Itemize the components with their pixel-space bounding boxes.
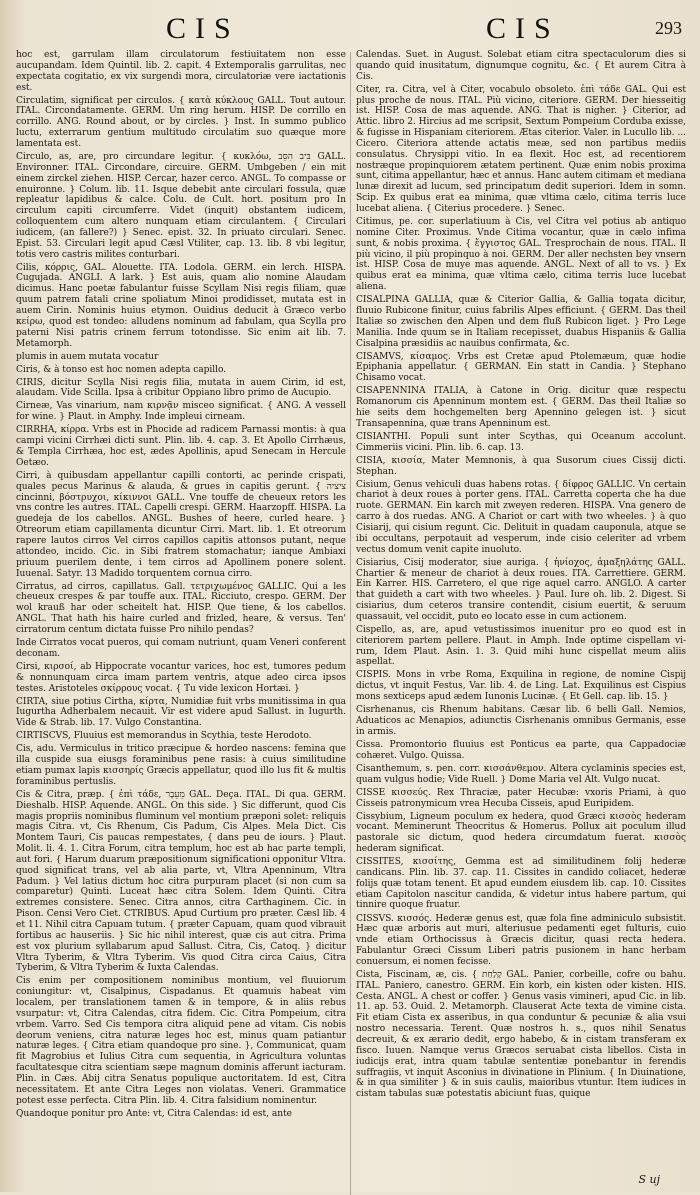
page-header xyxy=(16,10,686,50)
dictionary-entry: CISSVS. κισσός. Hederæ genus est, quæ fola fine adminiculo subsistit. Hæc quæ arboris aut muri, alteriusue pedamenti eget fulturis, cuio vnde etiam Orthocissus à Græcis dicitur, quasi recta hedera. Fabulantur Græci Cissum Liberi patris pusionem in hanc herbam conuersum, ei nomen fecisse. xyxy=(356,913,686,967)
dictionary-entry: Cisanthemum, s. pen. corr. κισσάνθεμον. Altera cyclaminis species est, quam vulgus hodie; Vide Ruell. } Dome Maria vel Alt. Vulgo nucat. xyxy=(356,763,686,785)
dictionary-entry: Citer, ra. Citra, vel à Citer, vocabulo obsoleto. ἐπὶ τάδε GAL. Qui est plus proche de nous. ITAL. Più vicino, citeriore. GERM. Der hiesseitig ist. HISP. Cosa de mas aquende. ANG. That is nigher. } Citerior, ad Attic. libro 2. Hircius ad me scripsit, Sextum Pompeium Corduba exisse, & fugisse in Hispaniam citeriorem. Ætas citerior. Valer. in Lucullo lib. ... Cicero. Citeriora attende actatis meæ, sed non partibus mediis consulatus. Chrysippi vitio. In ea flexit. Hoc est, ad recentiorem nostræque propinquiorem ætatem pertinent. Quæ enim nobis proxima sunt, citima appellantur, hæc et annus. Hanc autem citimam et mediana lunæ direxit ad lucum, sed principatum dedit superiori. Idem in somn. Scip. Ex quibus erat ea minima, quæ vltima cælo, citima terris luce lucebat aliena. { Citerius procedere. } Senec. xyxy=(356,84,686,214)
dictionary-entry: Citimus, pe. cor. superlatiuum à Cis, vel Citra vel potius ab antiquo nomine Citer. Proximus. Vnde Citima vocantur, quæ in cælo infima sunt, & nobis proxima. { ἔγγιστος GAL. Tresprochain de nous. ITAL. Il più vicino, il più propinquo à noi. GERM. Der aller nechsten bey vnsern ist. HISP. Cosa de muye mas aquende. ANGL. Next of all to vs. } Ex quibus erat ea minima, quæ vltima cælo, citima terris luce lucebat aliena. xyxy=(356,217,686,293)
dictionary-entry: Cisrhenanus, cis Rhenum habitans. Cæsar lib. 6 belli Gall. Nemios, Aduaticos ac Menapios, adiunctis Cisrhenanis omnibus Germanis, esse in armis. xyxy=(356,705,686,737)
dictionary-entry: Calendas. Suet. in August. Solebat etiam citra spectaculorum dies si quando quid inusitatum, dignumque cognitu, &c. { Et aurem Citra à Cis. xyxy=(356,50,686,82)
dictionary-entry: CIRTISCVS, Fluuius est memorandus in Scythia, teste Herodoto. xyxy=(16,731,312,742)
dictionary-entry: Cirsi, κιρσοί, ab Hippocrate vocantur varices, hoc est, tumores pedum & nonnunquam circa imam partem ventris, atque adeo circa ipsos testes. Aristoteles σκίρρους vocat. { Tu vide lexicon Hortæi. } xyxy=(16,661,346,694)
dictionary-entry: CIRIS, dicitur Scylla Nisi regis filia, mutata in auem Cirim, id est, alaudam. Vide Scilla. Ipsa à cribitur Oppiano libro primo de Aucupio. xyxy=(16,377,346,399)
dictionary-entry: Cirri, à quibusdam appellantur capilli contorti, ac perinde crispati, quales pecus Marinus & alauda, & grues in capitis gerunt. { ציציה cincinni, βόστρυχοι, κίκιννοι GALL. Vne touffe de cheueux retors les vns contre les autres. ITAL. Capelli crespi. GERM. Haarzopff. HISPA. La guedeja de los cabellos. ANGL. Bushes of heere, curled heare. } Otreorum etiam capillamenta dicuntur Cirri. Mart. lib. 1. Et otreorum rapere lautos cirros Vel cirros capillos capitis attonsos putant, neque attondeo, incido. Cic. in Sibi fratrem stomachatur; ianque Ambiaxi priuum puerilem dente, i tem cirros ad Apollinem ponere solent. Iuuenal. Satyr. 13 Madido torquentem cornua cirro. xyxy=(16,470,346,579)
dictionary-entry: plumis in auem mutata vocatur xyxy=(16,351,159,362)
dictionary-entry: CISSITES, κισσίτης, Gemma est ad similitudinem folij hederæ candicans. Plin. lib. 37. cap. 11. Cissites in candido coliacet, hederæ folijs quæ totam tenent. Et apud eundem eiusdem lib. cap. 10. Cissites etiam Capitolon nascitur candida, & videtur intus habere partum, qui tinnire quoque fruatur. xyxy=(356,857,686,911)
dictionary-entry: Cirneæ, Vas vinarium, nam κιρνᾷν misceo significat. { ANG. A vessell for wine. } Plaut. in Amphy. Inde impleui cirneam. xyxy=(16,401,346,423)
dictionary-entry: Quandoque ponitur pro Ante: vt, Citra Calendas: id est, ante xyxy=(16,1108,292,1119)
dictionary-entry: Cis & Citra, præp. { ἐπὶ τάδε, מֵעֵבֶר GAL. Deça. ITAL. Di qua. GERM. Dieshalb. HISP. Aquende. ANGL. On this side. } Sic differunt, quod Cis magis propriis nominibus fluminum vel montium præponi solet: reliquis magis Citra. vt, Cis Rhenum, Cis Padum, Cis Alpes. Mela Dict. Cis Montem Tauri, Cis paucas rempestates, { dans peu de iours. } Plaut. Molit. li. 4. 1. Citra Forum, citra templum, hoc est ab hac parte templi, aut fori. { Harum duarum præpositionum significationi opponitur Vltra. quod significat trans, vel ab alia parte, vt, Vltra Apenninum, Vltra Padum. } Vel latius dictum hoc citra purpuram placet (si non cum sa comparetur) Quinti. Luceat hæc citra Solem. Idem Quinti. Citra extremes consistere. Senec. Citra annos, citra Carthaginem. Cic. in Pison. Censi Vero Ciet. CTRIBUS. Apud Curtium pro præter. Cæsl lib. 4 et 11. Nihil citra Capuam tutum. { præter Capuam, quam quod vibrauit fortibus ac hauseriis. } Sic hic nihil interest, quæ cis aut citra. Prima est vox plurium syllabarum apud Sallust. Citra, Cis, Catoq. } dicitur Vltra Tyberim, & Vltra Tyberim. Vis quod Citra circa Caius, Citra Tyberim, & Vltra Tyberim & Iuxta Calendas. xyxy=(16,789,346,974)
dictionary-entry: Cisiarius, Cisij moderator, siue auriga. { ἡνίοχος, ἁμαξηλάτης GALL. Chartier & meneur de chariot à deux roues. ITA. Carrettiere. GERM. Ein Karrer. HIS. Carretero, el que rige aquel carro. ANGLO. A carter that guideth a cart with two wheeles. } Paul. Iure oh. lib. 2. Digest. Si cisiarius, dum ceteros transire contendit, cisium euertit, & seruum quassauit, vel occidit, puto eo locato esse in cum actionem. xyxy=(356,557,686,622)
dictionary-entry: Cirratus, ad cirros, capillatus. Gall. τετριχωμένος GALLIC. Qui a les cheueux crespes & par touffe aux. ITAL. Ricciuto, crespo. GERM. Der wol krauß har oder scheitelt hat. HISP. Que tiene, & los cabellos. ANGL. That hath his haire curled and frizled, heare, & versus. Ten' cirratorum centum dictata fuisse Pro nihilo pendas? xyxy=(16,581,346,635)
dictionary-entry: Cisium, Genus vehiculi duas habens rotas. { δίφρος GALLIC. Vn certain chariot à deux roues à porter gens. ITAL. Carretta coperta che ha due ruote. GERMAN. Ein karch mit zweyen rederen. HISPA. Vna genero de carro à dos ruedas. ANG. A Chariot or cart with two wheeles. } à quo Cisiarij, qui cisium regunt. Cic. Delituit in quadam cauponula, atque se ibi occultans, perpotauit ad vesperum, inde cisio celeriter ad vrbem vectus domum venit capite inuoluto. xyxy=(356,479,686,555)
dictionary-entry: Cis, adu. Vermiculus in tritico præcipue & hordeo nascens: femina que illa cuspide sua eiusgs foraminibus pene rasis: à cuius similitudine etiam pumax lapis κισσηρίς Græcis appellatur, quod illo lus fit & multis foraminibus pertuslis. xyxy=(16,744,346,787)
dictionary-entry: Inde Cirratos vocat pueros, qui comam nutriunt, quam Veneri conferent deconam. xyxy=(16,637,346,659)
dictionary-entry: Cispello, as, are, apud vetustissimos inuenitur pro eo quod est in citeriorem partem pellere. Plaut. in Amph. Inde optime cispellam vi-rum, Idem Plaut. Asin. 1. 3. Quid mihi hunc cispellat meum aliis aspellat. xyxy=(356,624,686,668)
dictionary-entry: CIRRHA, κίρρα. Vrbs est in Phocide ad radicem Parnassi montis: à qua campi vicini Cirrhæi dicti sunt. Plin. lib. 4. cap. 3. Et Apollo Cirrhæus, & Templa Cirrhæa, hoc est, ædes Apollinis, apud Senecam in Hercule Oetæo. xyxy=(16,425,346,468)
dictionary-entry: Ciris, & à tonso est hoc nomen adepta capillo. xyxy=(16,364,227,375)
left-column xyxy=(16,50,349,1195)
text-columns xyxy=(16,50,686,1195)
dictionary-entry: Circulatim, significat per circulos. { κατὰ κύκλους GALL. Tout autour. ITAL. Circondatamente. GERM. Um ring herum. HISP. De corrillo en corrillo. ANG. Round about, or by circles. } Inst. In summo publico luctu, exterrarum gentium multitudo circulatim suo quæque more lamentata est. xyxy=(16,95,346,149)
running-head-right: CIS xyxy=(486,12,560,45)
dictionary-entry: hoc est, garrulam illam circulatorum festiuitatem non esse aucupandam. Idem Quintil. lib. 2. capit. 4 Extemporalis garrulitas, nec expectata cogitatio, ex vix surgendi mora, circulatoriæ vere iactationis est. xyxy=(16,50,346,93)
dictionary-entry: CISALPINA GALLIA, quæ & Citerior Gallia, & Gallia togata dicitur, fluuio Rubicone finitur, cuius fabrilis Alpes efficiunt. { GERM. Das theil Italiæ so zwischen den Alpen und dem fluß Rubicon liget. } Pro Lege Manilia. Inde quum se in Italiam recepisset, duabus Hispaniis & Gallia Cisalpina præsidiis ac nauibus confirmata, &c. xyxy=(356,295,686,349)
page-number: 293 xyxy=(655,18,682,38)
signature-mark: S uj xyxy=(638,1173,660,1186)
dictionary-entry: Circulo, as, are, pro circundare legitur. { κυκλόω, בִּיב הִסֵּב GALL. Environner. ITAL. Circondare, circuire. GERM. Umbgeben / ein mit einem zirckel ziehen. HISP. Cercar, hazer cerco. ANGL. To compasse or enuironne. } Colum. lib. 11. Isque debebit ante circulari fossula, quæ repleatur lapidibus & calce. Colu. de Cult. hort. positum pro In circulum capiti circumferre. Videt (inquit) obstantem iudicem, colloquentem cum altero nunquam etiam circulantem. { Circulari iudicem, (an fallere?) } Senec. epist. 32. In priuato circulari. Senec. Epist. 53. Circulari legit apud Cæsl Vtiliter, cap. 13. lib. 8 vbi legitur, totis vero castris milites conturbari. xyxy=(16,151,346,260)
dictionary-entry: CISIA, κισσία, Mater Memnonis, à qua Susorum ciues Cissij dicti. Stephan. xyxy=(356,455,686,477)
column-divider xyxy=(350,52,351,1195)
dictionary-entry: CISIANTHI. Populi sunt inter Scythas, qui Oceanum accolunt. Cimmeriis vicini. Plin. lib. 6. cap. 13. xyxy=(356,431,686,453)
dictionary-entry: Cis enim per compositionem nominibus montium, vel fluuiorum coniungitur: vt, Cisalpinus, Cispadanus. Et quamuis habeat vim localem, per translationem tamen & in tempore, & in aliis rebus vsurpatur: vt, Citra Calendas, citra fidem. Cic. Citra Pompeium, citra vrbem. Varro. Sed Cis tempora citra aliquid pene ad vitam. Cis nobis deorum veniens, citra naturæ leges hoc est, minus quam patiantur naturæ leges. { Citra etiam quandoque pro sine. }, Communicat, quam fit Magrobius et Iulius Citra cum sequentia, in Agricultura voluntas facultatesque citra scientiam sæpe magnum dominis afferunt iacturam. Plin. in Cæs. Abij citra Senatus populique auctoritatem. Id est, Citra necessitatem. Et ante Citra Leges non violatas. Veneri. Grammatice potest esse perfecta. Citra Plin. lib. 4. Citra falsidium nominentur. xyxy=(16,976,346,1106)
dictionary-entry: Cissybium, Ligneum poculum ex hedera, quod Græci κισσὸς hederam vocant. Meminerunt Theocritus & Homerus. Pollux ait poculum illud pastorale sic dictum, quod hedera circumdatum fuerat. κισσὸς hederam significat. xyxy=(356,811,686,855)
dictionary-entry: Cilis, κόρρις, GAL. Alouette. ITA. Lodola. GERM. ein lerch. HISPA. Cugujada. ANGLI. A lark. } Est auis, quam alio nomine Alaudam dicimus. Hanc poetæ fabulantur fuisse Scyllam Nisi regis filiam, quæ quum patrem fatali crine spoliatum Minoi prodidisset, mutata est in auem Cirin. Nominis huius etymon. Ouidius deducit à Græco verbo κείρω, quod est tondeo: alludens nominum ad fabulam, qua Scylla pro paterni Nisi patris crinem ferrum totondisse. Sic enim ait lib. 7. Metamorph. xyxy=(16,262,346,349)
dictionary-entry: CIRTA, siue potius Cirtha, κίρτα, Numidiæ fuit vrbs munitissima in qua Iugurtha Adherbalem necauit. Vir est videre apud Sallust. in Iugurth. Vide & Strab. lib. 17. Vulgo Constantina. xyxy=(16,696,346,729)
dictionary-entry: Cissa. Promontorio fluuius est Ponticus ea parte, qua Cappadociæ cohæret. Vulgo. Quissa. xyxy=(356,739,686,761)
dictionary-entry: CISAMVS, κίσαμος. Vrbs est Cretæ apud Ptolemæum, quæ hodie Epiphania appellatur. { GERMAN. Ein statt in Candia. } Stephano Chisamo vocat. xyxy=(356,351,686,384)
right-column xyxy=(356,50,686,1195)
dictionary-entry: CISAPENNINA ITALIA, à Catone in Orig. dicitur quæ respectu Romanorum cis Apenninum montem est. { GERM. Das theil Italiæ so hie seits dem hochgemelten berg Apennino gelegen ist. } sicut Transapennina, quæ trans Apenninum est. xyxy=(356,386,686,429)
dictionary-entry: CISPIS. Mons in vrbe Roma, Exquilina in regione, de nomine Cispij dictus, vt inquit Festus, Var. lib. 4. de Ling. Lat. Exquilinus est Cispius mons sexticeps apud ædem Iunonis Lucinæ. { Et Gell. cap. lib. 15. } xyxy=(356,670,686,703)
dictionary-entry: Cista, Fiscinam, æ, cis. { קַלַחַת GAL. Panier, corbeille, cofre ou bahu. ITAL. Paniero, canestro. GERM. Ein korb, ein kisten oder kisten. HIS. Cesta. ANGL. A chest or coffer. } Genus vasis vimineri, apud Cic. in lib. 11. ap. 53. Ouid. 2. Metamorph. Clauserat Acte texta de vimine cista. Fit etiam Cista ex asseribus, in qua conduntur & pecuniæ & alia vsui nostro necessaria. Terent. Quæ nostros h. s., quos nihil Senatus decreuit, & ex ærario dedit, ergo habebo, & in cistam transferam ex fisco. Iuuen. Namque verus Græcos seruabat cista libellos. Cista in iudicijs erat, intra quam tabulæ sententiæ ponebantur in ferendis suffragiis, vt inquit Asconius in divinatione in Plinium. { In Diuinatione, & in qua similiter } & in suis caulis, maioribus vtuntur. Item iudices in cistam tabulas suæ potestatis abiciunt fuas, quique xyxy=(356,969,686,1100)
dictionary-entry: CISSE κισσεύς. Rex Thraciæ, pater Hecubæ: vxoris Priami, à quo Cisseis patronymicum vrea Hecuba Cisseis, apud Euripidem. xyxy=(356,787,686,809)
running-head-left: CIS xyxy=(166,12,240,45)
